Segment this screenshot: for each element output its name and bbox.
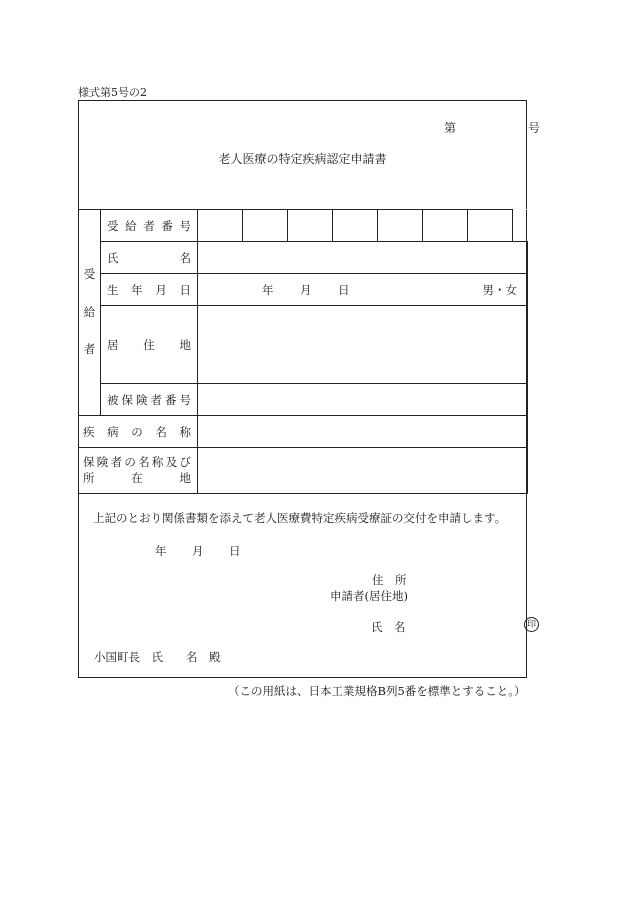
form-title: 老人医療の特定疾病認定申請書: [218, 152, 387, 166]
header-dai: 第: [444, 121, 457, 135]
dob-day: 日: [338, 283, 350, 297]
dob-month: 月: [300, 283, 312, 297]
dob-year: 年: [262, 283, 274, 297]
recipient-number-digit-3[interactable]: [288, 210, 333, 242]
form-number: 様式第5号の2: [78, 86, 147, 99]
recipient-number-digit-5[interactable]: [378, 210, 423, 242]
sex-choice[interactable]: 男・女: [482, 283, 517, 297]
applicant-label: 申請者(居住地): [330, 589, 408, 603]
applicant-address-label: 住 所: [372, 573, 407, 587]
date-year: 年: [155, 544, 167, 558]
recipient-number-digit-4[interactable]: [333, 210, 378, 242]
date-month: 月: [192, 544, 204, 558]
insurer-field[interactable]: [198, 448, 528, 494]
insured-number-label: 被保険者番号: [101, 384, 198, 416]
recipient-side-label: 受 給 者: [79, 210, 101, 416]
recipient-number-label: 受給者番号: [101, 210, 198, 242]
application-statement: 上記のとおり関係書類を添えて老人医療費特定疾病受療証の交付を申請します。: [93, 511, 507, 525]
birth-date-label: 生 年 月 日: [101, 274, 198, 306]
recipient-number-digit-6[interactable]: [423, 210, 468, 242]
recipient-number-digit-1[interactable]: [198, 210, 243, 242]
applicant-name-label: 氏 名: [371, 620, 406, 634]
footnote: （この用紙は、日本工業規格B列5番を標準とすること。）: [228, 684, 526, 698]
address-field[interactable]: [198, 306, 528, 384]
recipient-number-digit-7[interactable]: [468, 210, 513, 242]
seal-icon: 印: [524, 617, 539, 632]
disease-name-label: 疾 病 の 名 称: [79, 416, 198, 448]
insurer-label: 保険者の名称及び 所 在 地: [79, 448, 198, 494]
name-label: 氏 名: [101, 242, 198, 274]
addressee: 小国町長 氏 名 殿: [94, 650, 221, 664]
address-label: 居 住 地: [101, 306, 198, 384]
birth-date-field[interactable]: [198, 274, 528, 306]
application-grid: [78, 209, 528, 494]
name-field[interactable]: [198, 242, 528, 274]
disease-name-field[interactable]: [198, 416, 528, 448]
recipient-number-digit-2[interactable]: [243, 210, 288, 242]
insured-number-field[interactable]: [198, 384, 528, 416]
header-go: 号: [528, 121, 541, 135]
date-day: 日: [229, 544, 241, 558]
